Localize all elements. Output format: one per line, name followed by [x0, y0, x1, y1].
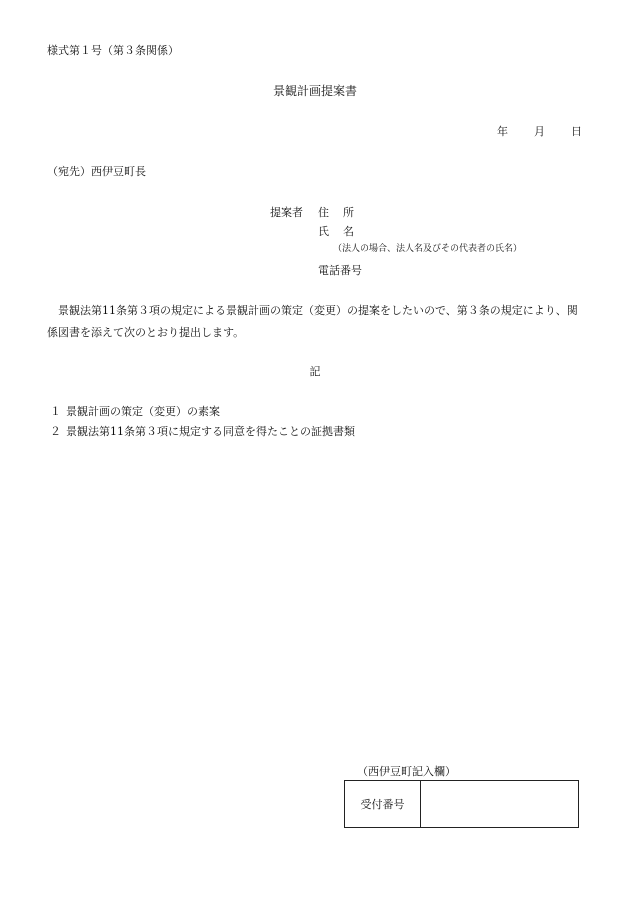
office-use-label: （西伊豆町記入欄） — [357, 765, 456, 778]
item-number: ２ — [50, 425, 61, 438]
address-label: 住所 — [318, 206, 368, 219]
office-use-table — [344, 780, 579, 828]
ki-heading: 記 — [309, 365, 321, 378]
item-number: １ — [50, 405, 61, 418]
list-item — [50, 406, 220, 417]
document-title: 景観計画提案書 — [272, 84, 357, 98]
receipt-number-field[interactable] — [421, 781, 578, 827]
name-label: 氏名 — [318, 225, 368, 238]
body-paragraph: 景観法第11条第３項の規定による景観計画の策定（変更）の提案をしたいので、第３条の規定により、関係図書を添えて次のとおり提出します。 — [47, 304, 578, 339]
date-day: 日 — [571, 125, 582, 138]
item-text: 景観計画の策定（変更）の素案 — [66, 405, 220, 418]
receipt-number-label: 受付番号 — [345, 781, 421, 827]
list-item — [50, 426, 355, 437]
phone-label: 電話番号 — [318, 264, 362, 277]
date-line — [497, 126, 582, 137]
form-number: 様式第１号（第３条関係） — [47, 44, 179, 57]
date-month: 月 — [534, 125, 545, 138]
addressee: （宛先）西伊豆町長 — [47, 165, 146, 178]
date-year: 年 — [497, 125, 508, 138]
corporation-note: （法人の場合、法人名及びその代表者の氏名） — [333, 244, 523, 254]
item-text: 景観法第11条第３項に規定する同意を得たことの証拠書類 — [66, 425, 355, 438]
proposer-label: 提案者 — [270, 206, 303, 219]
